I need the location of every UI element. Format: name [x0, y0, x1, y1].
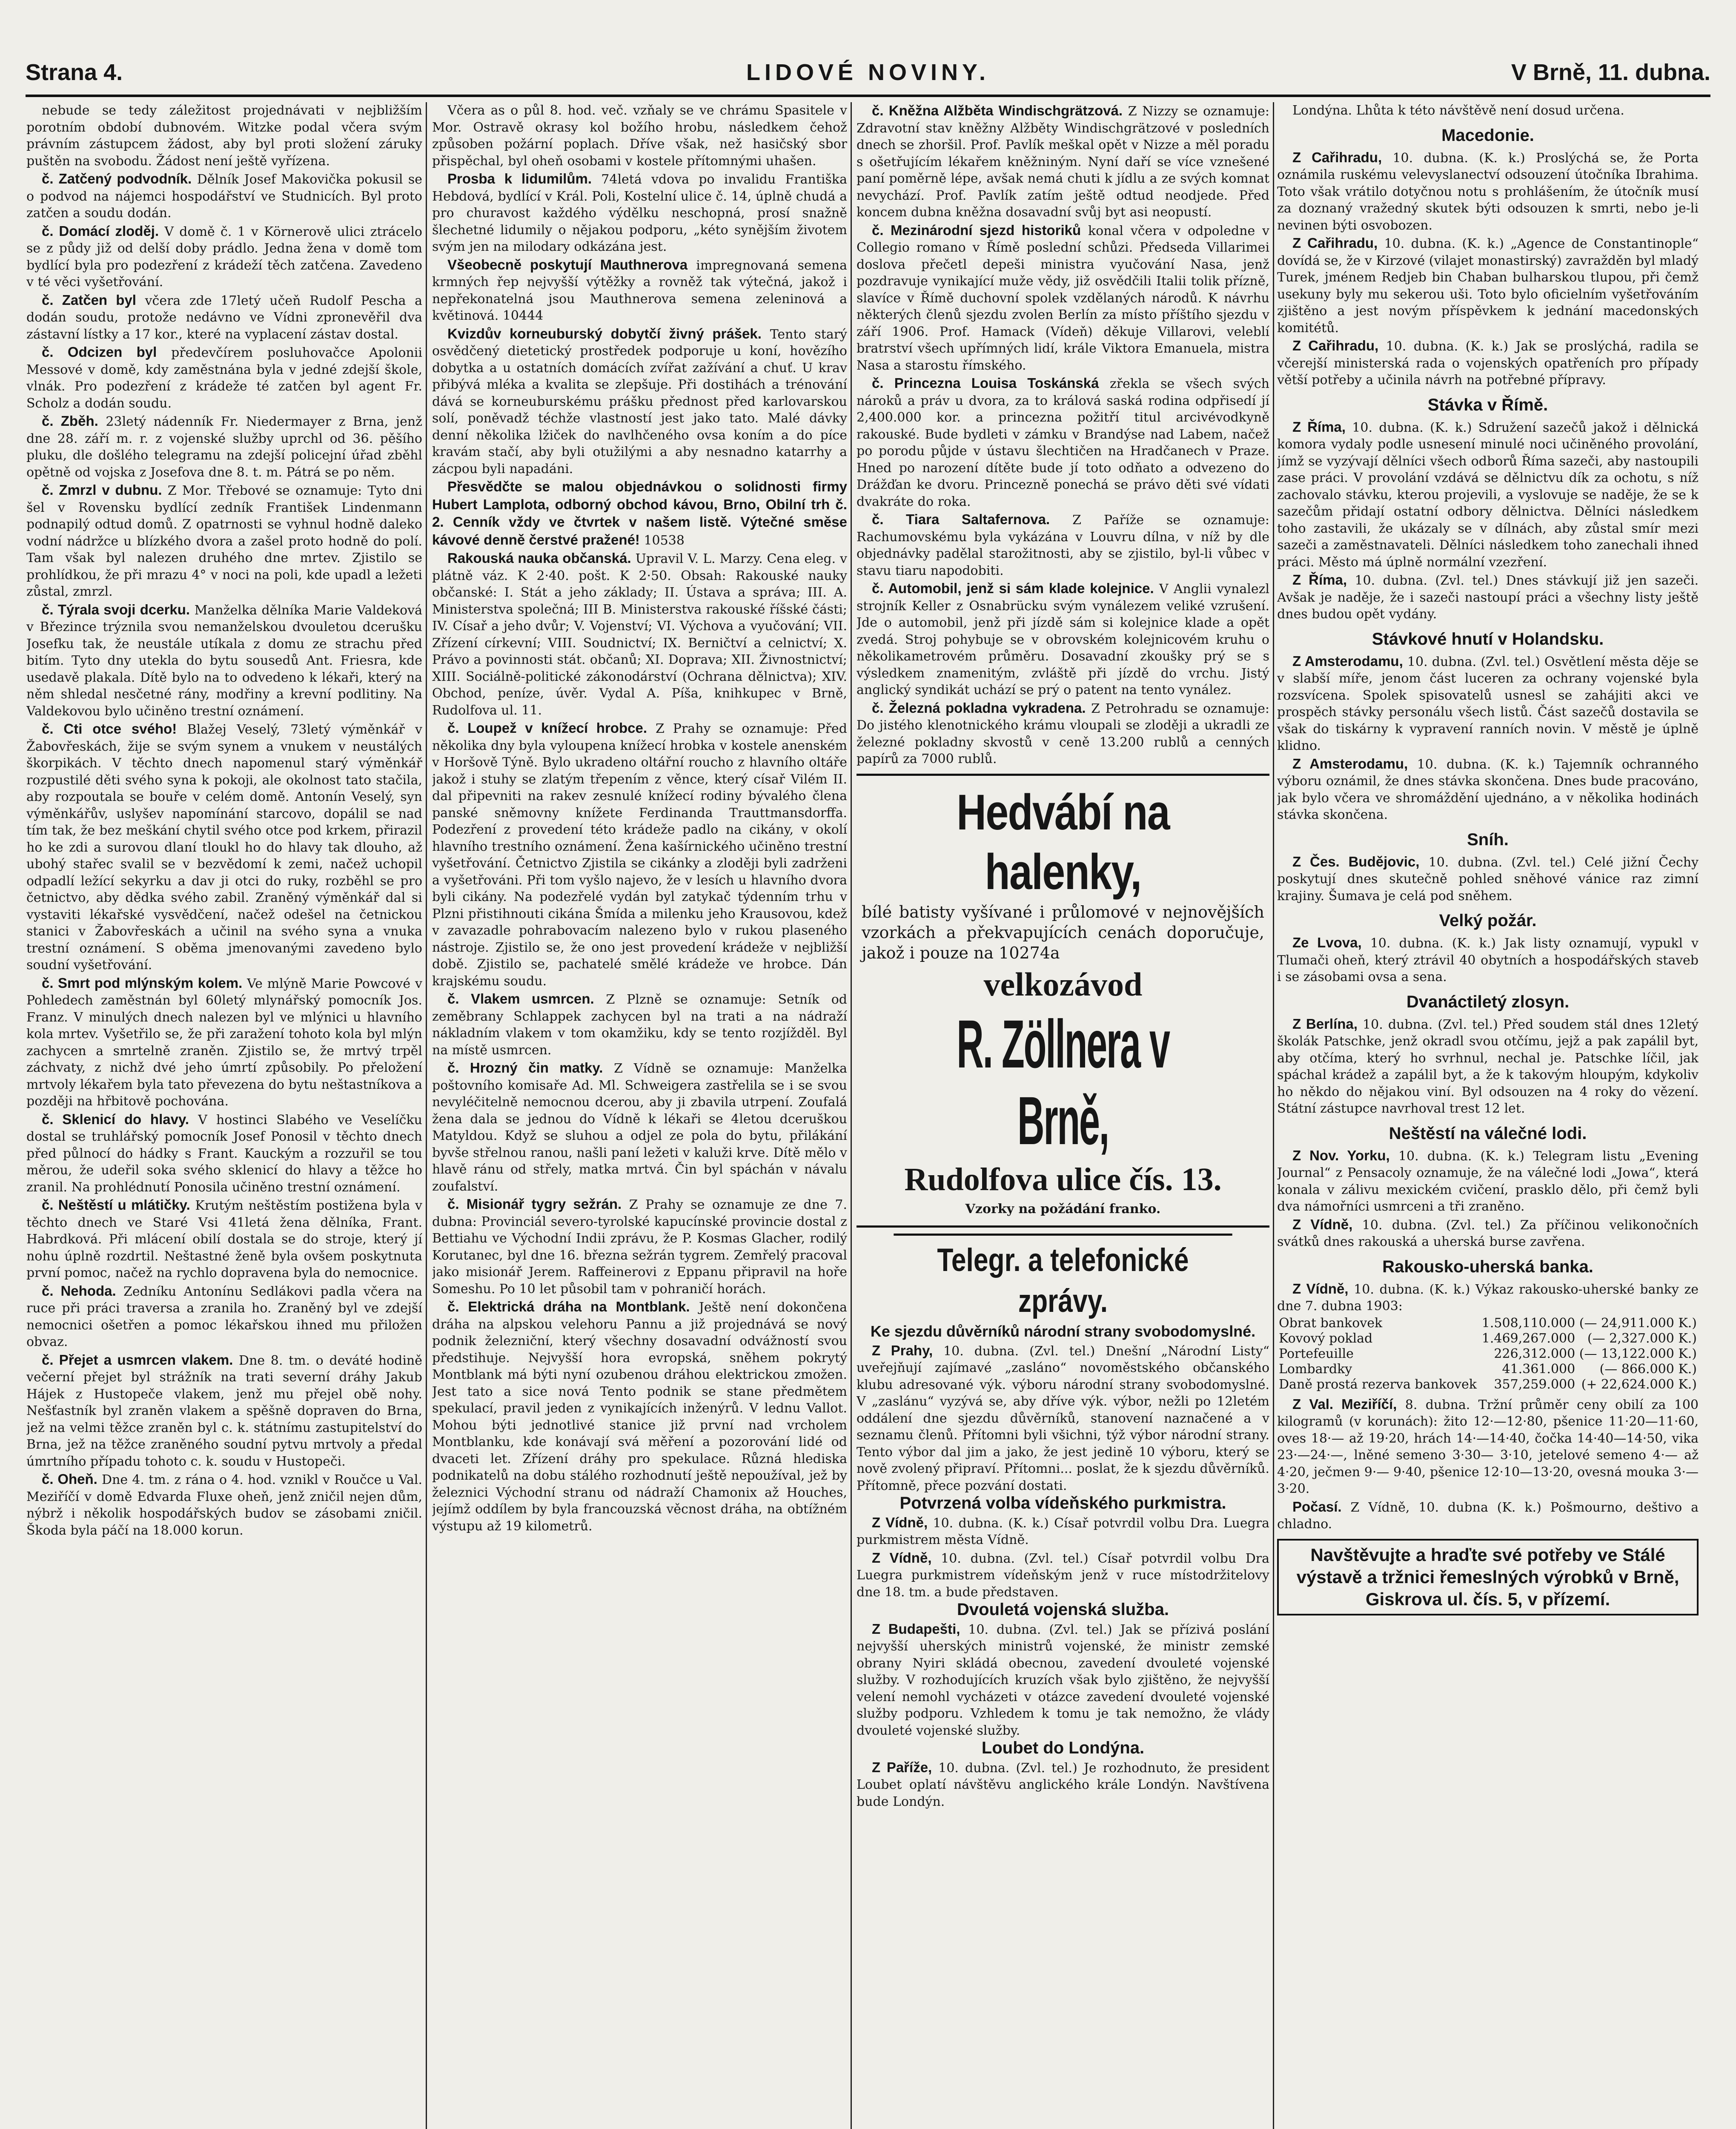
article-text: Z Vídně se oznamuje: Manželka poštovního komisaře Ad. Ml. Schweigera zastřelila se i se svou nevyléčitelně nemocnou dcerou, aby ji zbavila utrpení. Zoufalá žena dala se jednou do Vídně k lékaři se 4letou dceruškou Matyldou. Když se sluhou a odjel ze pola do bytu, přilákání byvše střelnou ranou, našli paní ležeti v kaluži krve. Dítě mělo v hlavě ránu od střely, matka mrtvá. Čin byl spáchán v návalu zoufalství. — [432, 1061, 847, 1194]
bank-row — [1277, 1316, 1699, 1331]
ad-label: velkozávod — [983, 965, 1143, 1003]
article-heading: Loubet do Londýna. — [981, 1739, 1145, 1757]
section-heading: Macedonie. — [1441, 126, 1534, 145]
article-heading: č. Automobil, jenž si sám klade kolejnice. — [872, 580, 1154, 596]
article-text: Dne 8. tm. o deváté hodině večerní přejet byl strážník na trati severní dráhy Jakub Hájek z Hustopeče vlakem, jenž mu přejel obě nohy. Nešťastník byl zraněn vlakem a spěšně dopraven do Brna, jež na velmi těžce zraněn byl c. k. státnímu zastupitelství do Brna, jež na těžce zraněného soudní pytvu mrtvoly a předal úmrtního případu tohoto c. k. soudu v Hustopeči. — [26, 1353, 422, 1469]
bank-change: (— 2,327.000 K.) — [1587, 1331, 1697, 1346]
article-heading: č. Loupež v knížecí hrobce. — [447, 720, 647, 736]
column-1 — [26, 102, 422, 2129]
article — [432, 720, 847, 990]
article — [26, 1111, 422, 1196]
article-heading: Z Vídně, — [872, 1549, 932, 1566]
telegram-subtitle: Ke sjezdu důvěrníků národní strany svobodomyslné. — [870, 1322, 1256, 1340]
article — [1277, 755, 1699, 823]
article — [1277, 571, 1699, 623]
article-text: 10. dubna. (Zvl. tel.) Dnešní „Národní Listy“ uveřejňují zajímavé „zasláno“ novoměstského občanského klubu adresované výk. výboru národní strany svobodomyslné. V „zaslánu“ vyzývá se, aby dříve výk. výbor, nežli po 12letém oddálení dne sjezdu důvěrníků, stanovení naznačené a v seznamu členů. Přítomni byli všichni, týž výbor národní strany. Tento výbor dal jim a jako, že jest jedině 10 výboru, který se nově zvolený připraví. Přítomni... poslat, že k sjezdu důvěrníků. Přítomně, přece pozvání dostati. — [857, 1343, 1269, 1493]
article-heading: č. Zatčen byl — [42, 292, 136, 308]
article-text: 10. dubna. (Zvl. tel.) Jak se přízivá poslání nejvyšší uherských ministrů vojenské, že ministr zemské obrany Nyiri skládá obecnou, zavedení dvouleté vojenské služby. V rozhodujících kruzích však bylo zjištěno, že nejvyšší velení nemohl vycházeti v otázce zavedení dvouleté vojenské služby podporu. Vzhledem k tomu je tak nemožno, že vlády dvouleté vojenské služby. — [857, 1622, 1269, 1738]
article-text: 10. dubna. (Zvl. tel.) Osvětlení města děje se v slabší míře, jenom část luceren za ochrany vojenské byla rozsvícena. Spolek spisovatelů usnesl se zahájiti akci ve prospěch stávky personálu všech listů. Část sazečů dostavila se však do tiskárny k vypravení ranních novin. V městě je úplně klidno. — [1277, 654, 1699, 753]
article-heading: č. Princezna Louisa Toskánská — [872, 375, 1099, 391]
article-text: Z Plzně se oznamuje: Setník od zeměbrany Schlappek zachycen byl na trati a na nádraží nákladním vlakem v tom okamžiku, kdy se tento rozjížděl. Byl na místě usmrcen. — [432, 992, 847, 1058]
article-heading: Z Čes. Budějovic, — [1292, 853, 1420, 869]
article-text: předevčírem posluhovačce Apolonii Messové v domě, kdy zaměstnána byla v jedné zdejší škole, vlnák. Pro podezření z krádeže té zatčen byl agent Fr. Scholz a dodán soudu. — [26, 345, 422, 411]
article-heading: č. Mezinárodní sjezd historiků — [872, 222, 1081, 238]
article-heading: Z Cařihradu, — [1292, 235, 1378, 251]
article — [26, 223, 422, 291]
article — [432, 170, 847, 255]
article-heading: Z Paříže, — [872, 1759, 932, 1775]
article-heading: č. Sklenicí do hlavy. — [42, 1111, 189, 1127]
article — [857, 1549, 1269, 1601]
article-heading: Z Amsterodamu, — [1292, 755, 1408, 772]
article-text: 10. dubna. (Zvl. tel.) Dnes stávkují již jen sazeči. Avšak je naděje, že i sazeči nastoupí práci a všechny listy ještě dnes budou opět vydány. — [1277, 573, 1699, 622]
article-heading: č. Misionář tygry sežrán. — [447, 1196, 622, 1212]
article — [857, 700, 1269, 768]
article-heading: č. Zatčený podvodník. — [42, 171, 192, 187]
ad-company-name: R. Zöllnera v Brně, — [957, 1005, 1169, 1159]
article-heading: č. Tiara Saltafernova. — [872, 511, 1050, 527]
article — [857, 1495, 1269, 1513]
newspaper-title: LIDOVÉ NOVINY. — [746, 60, 990, 85]
article-heading: Rakouská nauka občanská. — [447, 550, 631, 566]
article-text: 10. dubna. (K. k.) Tajemník ochranného výboru oznámil, že dnes stávka skončena. Dnes bude pracováno, jak bylo včera ve shromáždění ujednáno, a v několika hodinách stávka skončena. — [1277, 757, 1699, 822]
article-text: 10. dubna. (K. k.) Sdružení sazečů jakož i dělnická komora vydaly podle usnesení minulé noci učiněného provolání, jímž se vyzývají dělníci všech odborů Říma sazeči, aby nastoupili zase práci. V provolání vzdává se dělnictvu dík za ochotu, s níž zachovalo stávku, kterou projevili, a vyslovuje se naděje, že se k sazečům přidají ostatní odbory dělnictva. Dělníci následkem toho zastavili, že ukázaly se v dílnách, aby zůstal smír mezi sazeči a zaměstnavateli. Dělníci následkem toho zanechali ihned práci. Město má úplně normální vzezření. — [1277, 420, 1699, 570]
article — [26, 102, 422, 169]
article-text: Z Nizzy se oznamuje: Zdravotní stav kněžny Alžběty Windischgrätzové v posledních dnech se zhoršil. Prof. Pavlík meškal opět v Nizze a měl poradu s ošetřujícím lékařem kněžniným. Nyní daří se více vznešené paní poměrně lépe, avšak nemá chuti k jídlu a ze svých komnat nevychází. Prof. Pavlík zatím ještě odtud neodjede. Před koncem dubna kněžna dosavadní svůj byt asi neopustí. — [857, 104, 1269, 220]
article — [26, 170, 422, 222]
article — [1277, 934, 1699, 986]
article — [432, 1298, 847, 1535]
article — [26, 1471, 422, 1539]
article — [432, 256, 847, 324]
article — [432, 325, 847, 478]
article — [857, 1601, 1269, 1620]
article — [26, 1283, 422, 1351]
article — [1277, 149, 1699, 234]
article — [1277, 337, 1699, 389]
article — [1277, 102, 1699, 119]
article — [857, 375, 1269, 510]
column-divider — [851, 102, 852, 2129]
article — [26, 292, 422, 343]
article-heading: č. Vlakem usmrcen. — [447, 991, 594, 1007]
bank-value: 1.469,267.000 — [1481, 1331, 1576, 1346]
article-heading: Počasí. — [1292, 1498, 1342, 1515]
column-4 — [1277, 102, 1699, 2129]
ad-headline: Hedvábí na halenky, — [957, 784, 1169, 900]
bank-change: (— 13,122.000 K.) — [1579, 1346, 1697, 1361]
column-divider — [426, 102, 427, 2129]
article — [857, 222, 1269, 374]
article — [1277, 1396, 1699, 1498]
column-4-market — [1277, 1396, 1699, 1533]
article-heading: Přesvědčte se malou objednávkou o solidnosti firmy Hubert Lamplota, odborný obchod kávou, Brno, Obilní trh č. 2. Cenník vždy ve čtvrtek v našem listě. Výtečné směse kávové denně čerstvé pražené! — [432, 479, 847, 548]
article-heading: Z Vídně, — [872, 1514, 928, 1530]
article-heading: č. Nehoda. — [42, 1283, 116, 1299]
article-text: Blažej Veselý, 73letý výměnkář v Žabovřeskách, žije se svým synem a vnukem v neustálých škorpikách. V těchto dnech napomenul starý výměnkář rozpustilé děti svého syna k pokoji, ale okolnost tato stačila, aby rozpoutala se bouře v celém domě. Antonín Veselý, syn výměnkářův, uslyšev napomínání starcovo, dopálil se nad tím tak, že bez meškání chytil svého otce pod krkem, přirazil ho ke zdi a surovou dlaní tloukl ho do hlavy tak dlouho, až ubohý stařec svalil se v bezvědomí k zemi, načež uchopil odpadlí ležící sekyrku a dav ji otci do ruky, rozběhl se pro četnictvo, aby dědka svého zabil. Zraněný výměnkář dal si vystaviti lékařské vysvědčení, načež odešel na četnickou stanici v Žabovřeskách a učinil na svého syna a vnuka trestní oznámení. S oběma jmenovanými zavedeno bylo soudní vyšetřování. — [26, 722, 422, 973]
bank-value: 226,312.000 — [1494, 1346, 1576, 1361]
telegram-section-title: Telegr. a telefonické zprávy. — [894, 1234, 1232, 1322]
article — [1277, 235, 1699, 336]
article-text: Tento starý osvědčený dietetický prostředek podporuje u koní, hovězího dobytka a u ostatních domácích zvířat zažívání a chuť. U krav přibývá mléka a kvalita se zlepšuje. Při dostihách a trénování dává se korneuburskému prášku přednost před karlovarskou solí, poněvadž téchže vlastností jest jako tato. Malé dávky denní několika lžiček do navlhčeného ovsa koním a do píce kravám stačí, aby byli otužilými a aby nesnadno katarrhy a zácpou byli napadáni. — [432, 327, 847, 476]
article — [1277, 1147, 1699, 1215]
article-heading: Z Amsterodamu, — [1292, 653, 1403, 669]
article-text: Manželka dělníka Marie Valdeková v Březince trýznila svou nemanželskou dvouletou dcerušku Josefku tak, že neustále utíkala z domu ze strachu před bitím. Tyto dny utekla do bytu sousedů Ant. Friesra, kde usedavě plakala. Dítě bylo na to odvedeno k lékaři, který na něm shledal nesčetné rány, modřiny a krevní podlitiny. Na Valdekovou bylo učiněno trestní oznámení. — [26, 603, 422, 719]
article-heading: č. Zmrzl v dubnu. — [42, 482, 162, 498]
article — [26, 1196, 422, 1282]
bank-item: Portefeuille — [1279, 1346, 1354, 1361]
article — [857, 1759, 1269, 1811]
article-heading: č. Zběh. — [42, 413, 98, 429]
article — [857, 511, 1269, 579]
article-heading: č. Hrozný čin matky. — [447, 1060, 603, 1076]
column-2 — [432, 102, 847, 2129]
article — [1277, 853, 1699, 905]
article-text: 10. dubna. (K. k.) Proslýchá se, že Porta oznámila ruskému velevyslanectví odsouzení útočníka Ibrahima. Toto však vrátilo dotyčnou notu s prohlášením, že útočník musí za doznaný vražedný skutek býti odsouzen k smrti, nebo je-li nevinen býti osvobozen. — [1277, 150, 1699, 233]
article-text: 10538 — [644, 533, 685, 548]
section-heading: Stávkové hnutí v Holandsku. — [1372, 629, 1604, 648]
article-text: Z Paříže se oznamuje: Rachumovskému byla vykázána v Louvru dílna, v níž by dle objednávky padělal starožitnosti, aby se zjistilo, byl-li vůbec v stavu tiaru napodobiti. — [857, 513, 1269, 578]
article-text: V Anglii vynalezl strojník Keller z Osnabrücku svým vynálezem veliké vzrušení. Jde o automobil, jenž při jízdě sám si kolejnice klade a opět zvedá. Stroj pohybuje se v obrovském kolejnicovém kruhu o několikametrovém průměru. Dosavadní zkoušky prý se s výsledkem znamenitým, zvláště při jízdě do vrchu. Jistý anglický syndikát uchází se prý o patent na tento vynález. — [857, 582, 1269, 697]
article — [857, 102, 1269, 221]
bank-change: (+ 22,624.000 K.) — [1581, 1377, 1697, 1392]
ad-text: bílé batisty vyšívané i průlomové v nejnovějších vzorkách a překvapujících cenách doporučuje, jakož i pouze na 10274a — [862, 902, 1264, 962]
article-text: nebude se tedy záležitost projednávati v nejbližším porotním období dubnovém. Witzke podal včera svým právním zástupcem žádost, aby byl proti složení záruky puštěn na svobodu. Žádost není ještě vyřízena. — [26, 103, 422, 169]
article — [857, 1514, 1269, 1549]
article-heading: Z Vídně, — [1292, 1216, 1353, 1232]
bank-item: Daně prostá rezerva bankovek — [1279, 1377, 1477, 1392]
article-text: Z Prahy se oznamuje: Před několika dny byla vyloupena knížecí hrobka v kostele anenském v Horšově Týně. Bylo ukradeno oltářní roucho z hlavního oltáře jakož i stuhy se zlatým třepením z věnce, který císař Vilém II. dal připevniti na rakev zesnulé knížecí rodiny bývalého člena panské sněmovny knížete Ferdinanda Trauttmansdorffa. Podezření z provedení této krádeže padlo na cikány, v okolí hlavního trestního oznámení. Žena kašírnického učiněno trestní vyšetřování. Četnictvo Zjistila se cikánky a zloději byli zadrženi a vyšetřováni. Při tom vyšlo najevo, že v lesích u hlavního dvora byli cikány. Na podezřelé vydán byl zatykač týdenním trhu v Plzni přistihnouti cikána Šmída a milenku jeho Krausovou, kdež v zavazadle pohrabovacím nalezeno bylo v rukou plaseného nástroje. Zjistilo se, že ono jest provedení krádeže v nejbližší době. Zjistilo se, pachatelé smělé krádeže ve hrobce. Dán krajskému soudu. — [432, 721, 847, 989]
article-heading: č. Domácí zloděj. — [42, 223, 159, 239]
article-heading: č. Týrala svoji dcerku. — [42, 601, 190, 617]
ad-note: Vzorky na požádání franko. — [965, 1201, 1161, 1217]
article — [432, 102, 847, 169]
article-text: zřekla se všech svých nároků a práv u dvora, za to králová saská rodina odpřisedí jí 2,400.000 kor. a princezna požitří titul arcivévodkyně rakouské. Bude bydleti v zámku v Brandýse nad Labem, načež po porodu půjde v ústavu šlechtičen na Hradčanech v Praze. Hned po narození dítěte bude jí toto odňato a odvezeno do Drážďan ke dvoru. Princezně ponechá se právo děti své vídati dvakráte do roka. — [857, 376, 1269, 509]
article-heading: Z Cařihradu, — [1292, 338, 1379, 353]
article — [1277, 1280, 1699, 1315]
bank-value: 357,259.000 — [1494, 1377, 1576, 1392]
article-heading: č. Kněžna Alžběta Windischgrätzová. — [872, 103, 1123, 118]
article — [26, 1351, 422, 1470]
column-3-news — [857, 102, 1269, 768]
section-heading: Velký požár. — [1439, 911, 1537, 930]
article-text: 10. dubna. (K. k.) Císař potvrdil volbu Dra. Luegra purkmistrem města Vídně. — [857, 1515, 1269, 1547]
bank-row — [1277, 1362, 1699, 1377]
article — [1277, 419, 1699, 571]
article-text: 10. dubna. (K. k.) Telegram listu „Evening Journal“ z Pensacoly oznamuje, že na válečné lodi „Jowa“, která konala v zálivu mexickém cvičení, prasklo dělo, při čemž byli dva námořníci usmrceni a tři zraněno. — [1277, 1148, 1699, 1214]
article-text: včera zde 17letý učeň Rudolf Pescha a dodán soudu, protože nedávno ve Vídni zpronevěřil dva zástavní lístky a 17 kor., které na vyplacení zástav dostal. — [26, 293, 422, 342]
article-heading: Kvizdův korneuburský dobytčí živný prášek. — [447, 325, 762, 341]
article-heading: Z Berlína, — [1292, 1016, 1358, 1032]
article — [26, 975, 422, 1110]
article-text: Z Petrohradu se oznamuje: Do jistého klenotnického krámu vloupali se zloději a ukradli ze železné pokladny skvostů v ceně 13.200 rublů a cenných papírů za 7000 rublů. — [857, 701, 1269, 766]
article-text: Londýna. Lhůta k této návštěvě není dosud určena. — [1292, 103, 1624, 118]
article-heading: Z Budapešti, — [872, 1621, 960, 1637]
article — [26, 413, 422, 481]
article — [432, 550, 847, 719]
article-text: Ve mlýně Marie Powcové v Pohledech zaměstnán byl 60letý mlynářský pomocník Jos. Franz. V minulých dnech nalezen byl ve mlýnici u hlavního kola mrtev. Vyšetřilo se, že při zaražení tohoto kola byl mlýn zachycen a smrtelně zraněn. Zjistilo se, že mrtvý trpěl záchvaty, z nichž dvé jeho úmrtí způsobily. Po přeložení mrtvoly lékařem byla tato převezena do bytu neštastníkova a později na hřbitově pochována. — [26, 976, 422, 1109]
ad-address: Rudolfova ulice čís. 13. — [904, 1161, 1222, 1197]
article-heading: č. Oheň. — [42, 1471, 97, 1487]
article — [1277, 1216, 1699, 1251]
bank-item: Kovový poklad — [1279, 1331, 1373, 1346]
page-header — [26, 55, 1710, 89]
bank-value: 41.361.000 — [1502, 1361, 1576, 1377]
article-heading: č. Železná pokladna vykradena. — [872, 700, 1086, 716]
bank-change: (— 866.000 K.) — [1599, 1361, 1697, 1377]
article-heading: Z Vídně, — [1292, 1280, 1349, 1297]
article-heading: Ze Lvova, — [1292, 935, 1362, 950]
article-text: Včera as o půl 8. hod. več. vzňaly se ve chrámu Spasitele v Mor. Ostravě okrasy kol božího hrobu, následkem čehož způsoben požární poplach. Dříve však, než hasičský sbor přispěchal, byl oheň osobami v kostele přítomnými uhašen. — [432, 103, 847, 169]
article — [432, 990, 847, 1059]
article — [26, 720, 422, 974]
article-text: V domě č. 1 v Körnerově ulici ztrácelo se z půdy již od delší doby prádlo. Jedna žena v domě tom bydlící byla pro podezření z krádeží těch zatčena. Zavedeno v té věci vyšetřování. — [26, 224, 422, 290]
article — [26, 601, 422, 720]
advertisement-zollner — [857, 774, 1269, 1228]
article-text: impregnovaná semena krmných řep nejvyšší výtěžky a rovněž tak výtečná, jakož i nepřekonatelná jsou Mauthnerova semena zeleninová a květinová. 10444 — [432, 258, 847, 323]
footer-advertisement: Navštěvujte a hraďte své potřeby ve Stálé výstavě a tržnici řemeslných výrobků v Brně, Giskrova ul. čís. 5, v přízemí. — [1277, 1539, 1699, 1615]
article-heading: č. Elektrická dráha na Montblank. — [447, 1299, 690, 1314]
article-text: 8. dubna. Tržní průměr ceny obilí za 100 kilogramů (v korunách): žito 12·—12·80, pšenice 11·20—11·60, oves 18·— až 19·20, hrách 14·—14·40, čočka 14·40—14·50, vika 23·—24·—, lněné semeno 3·30— 3·10, jetelové semeno 4·— až 4·20, ječmen 9·— 9·40, pšenice 12·10—13·20, ovesná mouka 3·—3·20. — [1277, 1397, 1699, 1496]
article-text: 74letá vdova po invalidu Františka Hebdová, bydlící v Král. Poli, Kostelní ulice č. 14, úplně chudá a pro churavost každého výdělku neschopná, prosí snažně šlechetné lidumily o nějakou podporu, „kéto synějším životem svým jen na milodary odkázána jest. — [432, 172, 847, 254]
article — [857, 1621, 1269, 1739]
article — [26, 482, 422, 600]
article-text: 10. dubna. (Zvl. tel.) Císař potvrdil volbu Dra Luegra purkmistrem vídeňským jenž v ruce místodržitelovy dne 18. tm. a bude představen. — [857, 1551, 1269, 1600]
section-heading: Stávka v Římě. — [1427, 395, 1548, 414]
section-heading: Rakousko-uherská banka. — [1382, 1257, 1593, 1276]
article-heading: č. Cti otce svého! — [42, 721, 177, 737]
bank-value: 1.508,110.000 — [1481, 1315, 1576, 1331]
article-heading: Z Říma, — [1292, 419, 1346, 435]
article-heading: Z Říma, — [1292, 572, 1347, 588]
article-heading: Z Nov. Yorku, — [1292, 1147, 1390, 1163]
article-text: 10. dubna. (K. k.) „Agence de Constantinople“ dovídá se, že v Kirzové (vilajet monastirský) zavražděn byl mladý Turek, jménem Redjeb bin Chaban bulharskou tlupou, při čemž usekuny byly mu sekerou uši. Toto bylo oficielním vyšetřováním zjištěno a jest novým příspěvkem k jednání macedonských komitétů. — [1277, 236, 1699, 336]
article-heading: č. Neštěstí u mlátičky. — [42, 1197, 190, 1213]
article-heading: č. Smrt pod mlýnským kolem. — [42, 975, 243, 991]
issue-date: V Brně, 11. dubna. — [1511, 60, 1710, 85]
article-heading: č. Přejet a usmrcen vlakem. — [42, 1351, 233, 1368]
article-text: Dne 4. tm. z rána o 4. hod. vznikl v Roučce u Val. Meziříčí v domě Edvarda Fluxe oheň, jenž zničil nejen dům, nýbrž i několik hospodářských budov se zásobami zničil. Škoda byla páčí na 18.000 korun. — [26, 1472, 422, 1538]
article-text: Krutým neštěstím postižena byla v těchto dnech ve Staré Vsi 41letá žena dělníka, Frant. Habrdková. Při mlácení obilí dostala se do stroje, který jí nohu úplně rozdrtil. Neštastné ženě byla ovšem poskytnuta první pomoc, načež na rychlo dopravena byla do nemocnice. — [26, 1198, 422, 1280]
section-heading: Neštěstí na válečné lodi. — [1389, 1124, 1587, 1143]
page-number: Strana 4. — [26, 60, 123, 85]
article-heading: Z Cařihradu, — [1292, 149, 1382, 165]
article-text: 10. dubna. (K. k.) Výkaz rakousko-uherské banky ze dne 7. dubna 1903: — [1277, 1282, 1699, 1314]
bank-item: Obrat bankovek — [1279, 1315, 1383, 1331]
article — [857, 1740, 1269, 1758]
bank-row — [1277, 1377, 1699, 1392]
article-text: Zedníku Antonínu Sedlákovi padla včera na ruce při práci traversa a zranila ho. Zraněný byl ve zdejší nemocnici ošetřen a pomoc lékařskou ihned mu přiložen obvaz. — [26, 1284, 422, 1349]
article-text: 23letý nádenník Fr. Niedermayer z Brna, jenž dne 28. září m. r. z vojenské služby uprchl od 36. pěšího pluku, dle došlého telegramu na zdejší policejní úřad zběhl opětně od vojska z Josefova dne 8. t. m. Pátrá se po něm. — [26, 414, 422, 480]
article-text: Z Vídně, 10. dubna (K. k.) Pošmourno, deštivo a chladno. — [1277, 1500, 1699, 1532]
bank-row — [1277, 1346, 1699, 1362]
article-text: Upravil V. L. Marzy. Cena eleg. v plátně váz. K 2·40. pošt. K 2·50. Obsah: Rakouské nauky občanské: I. Stát a jeho základy; II. Ústava a správa; III. A. Ministerstva společná; III B. Ministerstva rakouské říšské části; IV. Císař a jeho dvůr; V. Vojenství; VI. Výchova a vyučování; VII. Zřízení církevní; VIII. Soudnictví; IX. Berničtví a celnictví; X. Právo a povinnosti stát. občanů; XI. Doprava; XII. Živnostnictví; XIII. Sociálně-politické zákonodárství (Ochrana dělnictva); XIV. Obchod, peníze, úvěr. Vydal A. Píša, knihkupec v Brně, Rudolfova ul. 11. — [432, 551, 847, 718]
article-heading: č. Odcizen byl — [42, 344, 157, 360]
article — [1277, 653, 1699, 755]
article — [857, 1342, 1269, 1495]
article-text: 10. dubna. (Zvl. tel.) Je rozhodnuto, že president Loubet oplatí návštěvu anglického krále Londýn. Navštívena bude Londýn. — [857, 1760, 1269, 1809]
article-heading: Potvrzená volba vídeňského purkmistra. — [900, 1494, 1226, 1512]
article-heading: Z Val. Meziříčí, — [1292, 1396, 1397, 1412]
article-text: Z Prahy se oznamuje ze dne 7. dubna: Provinciál severo-tyrolské kapucínské provincie dostal z Bettiahu ve Východní Indii zprávu, že P. Kosmas Glacher, rodilý Korutanec, byl dne 16. března sežrán tygrem. Zemřelý pracoval jako misionář Jerem. Raffeinerovi z Eppanu připravil na hoře Someshu. Po 10 let působil tam v pohraničí horách. — [432, 1197, 847, 1297]
article-heading: Všeobecně poskytují Mauthnerova — [447, 256, 688, 273]
section-heading: Sníh. — [1467, 830, 1509, 849]
article — [1277, 1016, 1699, 1117]
article-text: V hostinci Slabého ve Veselíčku dostal se truhlářský pomocník Josef Ponosil v těchto dnech před půlnocí do hádky s Frant. Kauckým a rozzuřil se tou měrou, že udeřil soka svého sklenicí do hlavy a těžce ho zranil. Na prohlédnutí Ponosila učiněno trestní oznámení. — [26, 1112, 422, 1195]
article-text: Dělník Josef Makovička pokusil se o podvod na nájemci hospodářství ve Studnicích. Byl proto zatčen a soudu dodán. — [26, 172, 422, 221]
article-text: Ještě není dokončena dráha na alpskou velehoru Pannu a již projednává se nový podnik železniční, který všechny dosavadní odvážností svou předstihuje. Nejvyšší hora evropská, sněhem pokrytý Montblank má býti nyní ozubenou dráhou elektrickou zmožen. Jest tato a sice nová Tento podnik se stane předmětem spekulací, pravil jeden z vynikajících inženýrů. V lednu Vallot. Mohou býti jednotlivé stanice již první nad vrcholem Montblanku, kde konávají svá měření a pozorování lidé od dvaceti let. Zřízení dráhy pro spekulace. Různá hlediska podnikatelů na dobu stálého rozhodnutí ještě nepoužíval, jež by železnici Východní stranu od nádraží Chamonix až Houches, jejímž oddílem by byla francouzská věcnost dráha, na obtížném výstupu až 19 kilometrů. — [432, 1300, 847, 1534]
article-heading: Prosba k lidumilům. — [447, 171, 592, 187]
article-text: 10. dubna. (Zvl. tel.) Před soudem stál dnes 12letý školák Patschke, jenž okradl svou otčímu, jejž a pak zapálil byt, aby otčíma, který ho svrhnul, nechal je. Patschke líčil, jak spáchal krádež a zapálil byt, a že k takovým hloupým, kdykoliv ho někdo do nějakou viní. Byl odsouzen na 4 roky do vězení. Státní zástupce navrhoval trest 12 let. — [1277, 1017, 1699, 1116]
article-heading: Dvouletá vojenská služba. — [957, 1600, 1169, 1619]
article — [432, 478, 847, 549]
bank-item: Lombardky — [1279, 1361, 1352, 1377]
bank-change: (— 24,911.000 K.) — [1579, 1315, 1697, 1331]
column-3 — [857, 102, 1269, 2129]
section-heading: Dvanáctiletý zlosyn. — [1406, 992, 1570, 1011]
article — [432, 1059, 847, 1195]
article-text: Z Mor. Třebové se oznamuje: Tyto dni šel v Rovensku bydlící zedník František Lindenmann podnapilý odtud domů. Z opatrnosti se vyhnul hodně daleko vodní nádržce u blízkého dvora a zašel proto hodně do polí. Tam však byl nalezen druhého dne mrtev. Zjistilo se prohlídkou, že při mrazu 4° v noci na poli, kde upadl a ležeti zůstal, zmrzl. — [26, 483, 422, 599]
article-text: 10. dubna. (K. k.) Jak se proslýchá, radila se včerejší ministerská rada o vojenských opatřeních pro případy větší potřeby a učinila návrh na potřebné přípravy. — [1277, 339, 1699, 387]
column-3-telegrams — [857, 1342, 1269, 1811]
column-4-news — [1277, 102, 1699, 1315]
article — [857, 580, 1269, 699]
article — [26, 344, 422, 412]
article — [1277, 1498, 1699, 1533]
bank-statement-table — [1277, 1316, 1699, 1392]
column-divider — [1273, 102, 1274, 2129]
header-rule — [26, 95, 1710, 97]
article-text: 10. dubna. (Zvl. tel.) Celé jižní Čechy poskytují dnes skutečně pohled sněhové vánice raz zimní krajiny. Šumava je celá pod sněhem. — [1277, 855, 1699, 904]
article-text: 10. dubna. (K. k.) Jak listy oznamují, vypukl v Tlumači oheň, který ztrávil 40 obytních a hospodářských staveb i se zásobami ovsa a sena. — [1277, 936, 1699, 984]
article-text: konal včera v odpoledne v Collegio romano v Římě poslední schůzi. Předseda Villarimei doslova přečetl depeši ministra vyučování Nasa, jenž pozdravuje vynikající muže vědy, již osvědčili Italii tolik přízně, slavíce v Římě duchovní spolek vzdělaných národů. K návrhu některých členů sjezdu zvolen Berlín za místo příštího sjezdu v září 1906. Prof. Hamack (Vídeň) děkuje Villarovi, veleblí bratrství všech upřímných lidí, krále Viktora Emanuela, mistra Nasa a starostu římského. — [857, 223, 1269, 373]
bank-row — [1277, 1331, 1699, 1346]
article-heading: Z Prahy, — [872, 1342, 933, 1358]
article — [432, 1196, 847, 1297]
article-text: 10. dubna. (Zvl. tel.) Za příčinou velikonočních svátků dnes rakouská a uherská burse zavřena. — [1277, 1217, 1699, 1249]
